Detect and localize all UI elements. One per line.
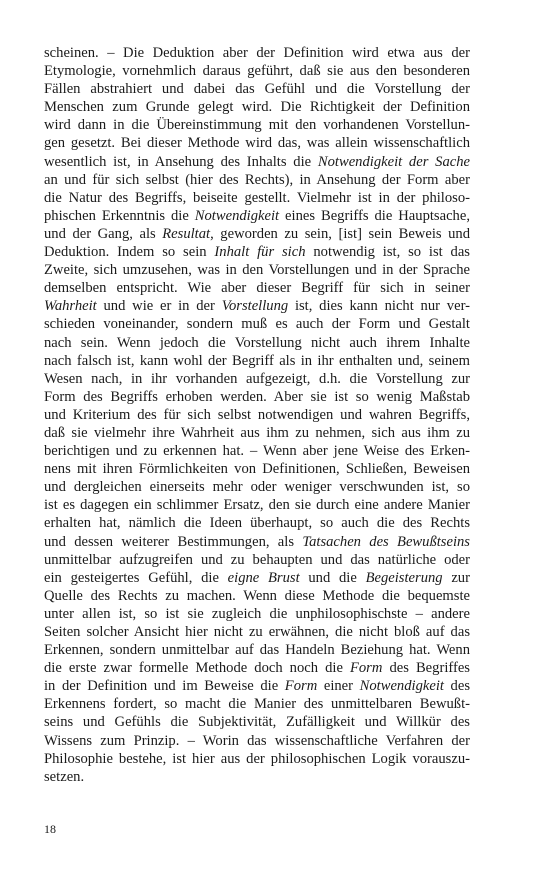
text-line: seins und Gefühls die Subjektivität, Zufälligkeit und Willkür des xyxy=(44,714,470,731)
text-line: Seiten solcher Ansicht hier nicht zu erwähnen, die nicht bloß auf das xyxy=(44,624,470,640)
text-line: wird dann in die Übereinstimmung mit den vorhandenen Vorstellun- xyxy=(44,117,470,134)
text-line: Etymologie, vornehmlich daraus geführt, daß sie aus den besonderen xyxy=(44,63,470,80)
emphasis: Form xyxy=(284,678,318,695)
text-line: Philosophie bestehe, ist hier aus der philosophischen Logik vorauszu- xyxy=(44,750,470,767)
text-line: ist es dagegen ein schlimmer Ersatz, den sie durch eine andere Manier xyxy=(44,497,470,514)
text-line: und der Gang, als Resultat, geworden zu sein, [ist] sein Beweis und xyxy=(44,225,471,242)
text-line: und dessen weiterer Bestimmungen, als Tatsachen des Bewußtseins xyxy=(44,533,470,550)
text-line: die Natur des Begriffs, beiseite gestellt. Vielmehr ist in der philoso- xyxy=(44,189,470,206)
text-line: Zweite, sich umzusehen, was in den Vorstellungen und in der Sprache xyxy=(44,262,470,279)
text-line: Erkennen, sondern unmittelbar auf das Handeln Beziehung hat. Wenn xyxy=(44,642,470,659)
text-line: daß sie vielmehr ihre Wahrheit aus ihm zu nehmen, sich aus ihm zu xyxy=(44,424,470,441)
emphasis: Wahrheit xyxy=(44,298,97,315)
text-line: scheinen. – Die Deduktion aber der Definition wird etwa aus der xyxy=(44,45,470,61)
text-line: nens mit ihren Förmlichkeiten von Definitionen, Schließen, Beweisen xyxy=(44,461,470,478)
text-line: Wahrheit und wie er in der Vorstellung ist, dies kann nicht nur ver- xyxy=(44,298,470,315)
text-line: in der Definition und im Beweise die Form einer Notwendigkeit des xyxy=(44,678,470,695)
text-line: an und für sich selbst (hier des Rechts), in Ansehung der Form aber xyxy=(44,171,470,188)
text-line: ein gesteigertes Gefühl, die eigne Brust und die Begeisterung zur xyxy=(44,569,470,586)
text-line: Form des Begriffs erhoben werden. Aber sie ist so wenig Maßstab xyxy=(44,388,470,405)
text-line: Erkennens fordert, so macht die Manier des unmittelbaren Bewußt- xyxy=(44,696,470,713)
text-line: und Kriterium des für sich selbst notwendigen und wahren Begriffs, xyxy=(44,406,470,423)
emphasis: Notwendigkeit xyxy=(194,207,280,224)
text-line: berichtigen und zu erkennen hat. – Wenn aber jene Weise des Erken- xyxy=(44,443,470,460)
text-line: unmittelbar aufzugreifen und zu behaupten und das natürliche oder xyxy=(44,551,470,568)
text-line: die erste zwar formelle Methode doch noch die Form des Begriffes xyxy=(44,660,470,677)
text-line: unter allen ist, so ist sie zugleich die unphilosophischste – andere xyxy=(44,605,470,622)
page-body xyxy=(44,44,470,786)
emphasis: Begeisterung xyxy=(365,569,443,586)
text-line: Deduktion. Indem so sein Inhalt für sich notwendig ist, so ist das xyxy=(44,244,470,261)
emphasis: Notwendigkeit der Sache xyxy=(317,153,470,170)
emphasis: Form xyxy=(349,660,383,677)
emphasis: Vorstellung xyxy=(221,298,289,315)
text-line: Quelle des Rechts zu machen. Wenn diese Methode die bequemste xyxy=(44,587,470,604)
text-line: wesentlich ist, in Ansehung des Inhalts die Notwendigkeit der Sache xyxy=(44,153,470,170)
emphasis: Tatsachen des Bewußtseins xyxy=(302,533,470,550)
text-line: Wissens zum Prinzip. – Worin das wissenschaftliche Verfahren der xyxy=(44,732,470,749)
text-line: gen gesetzt. Bei dieser Methode wird das, was allein wissenschaftlich xyxy=(44,135,470,152)
text-line: Wesen nach, in ihr vorhanden aufgezeigt, d.h. die Vorstellung zur xyxy=(44,370,470,387)
text-line: phischen Erkenntnis die Notwendigkeit eines Begriffs die Hauptsache, xyxy=(44,207,470,224)
text-line: setzen. xyxy=(44,768,85,785)
emphasis: eigne Brust xyxy=(227,569,300,586)
text-line: nach sein. Wenn jedoch die Vorstellung nicht auch ihrem Inhalte xyxy=(44,334,470,351)
emphasis: Resultat xyxy=(162,225,211,242)
emphasis: Notwendigkeit xyxy=(359,678,444,695)
text-line: erhalten hat, nämlich die Ideen überhaupt, so auch die des Rechts xyxy=(44,515,470,532)
text-line: Menschen zum Grunde gelegt wird. Die Richtigkeit der Definition xyxy=(44,99,470,116)
body-text xyxy=(44,44,470,786)
emphasis: Inhalt für sich xyxy=(214,244,306,261)
text-line: nach falsch ist, kann wohl der Begriff als in ihr enthalten und, seinem xyxy=(44,352,470,369)
text-line: schieden voneinander, sondern muß es auch der Form und Gestalt xyxy=(44,316,470,333)
text-line: und dergleichen einerseits mehr oder weniger verschwunden ist, so xyxy=(44,479,470,496)
page-number: 18 xyxy=(44,822,56,836)
text-line: Fällen abstrahiert und dabei das Gefühl und die Vorstellung der xyxy=(44,81,470,98)
text-line: demselben entspricht. Wie aber dieser Begriff für sich in seiner xyxy=(44,280,470,297)
